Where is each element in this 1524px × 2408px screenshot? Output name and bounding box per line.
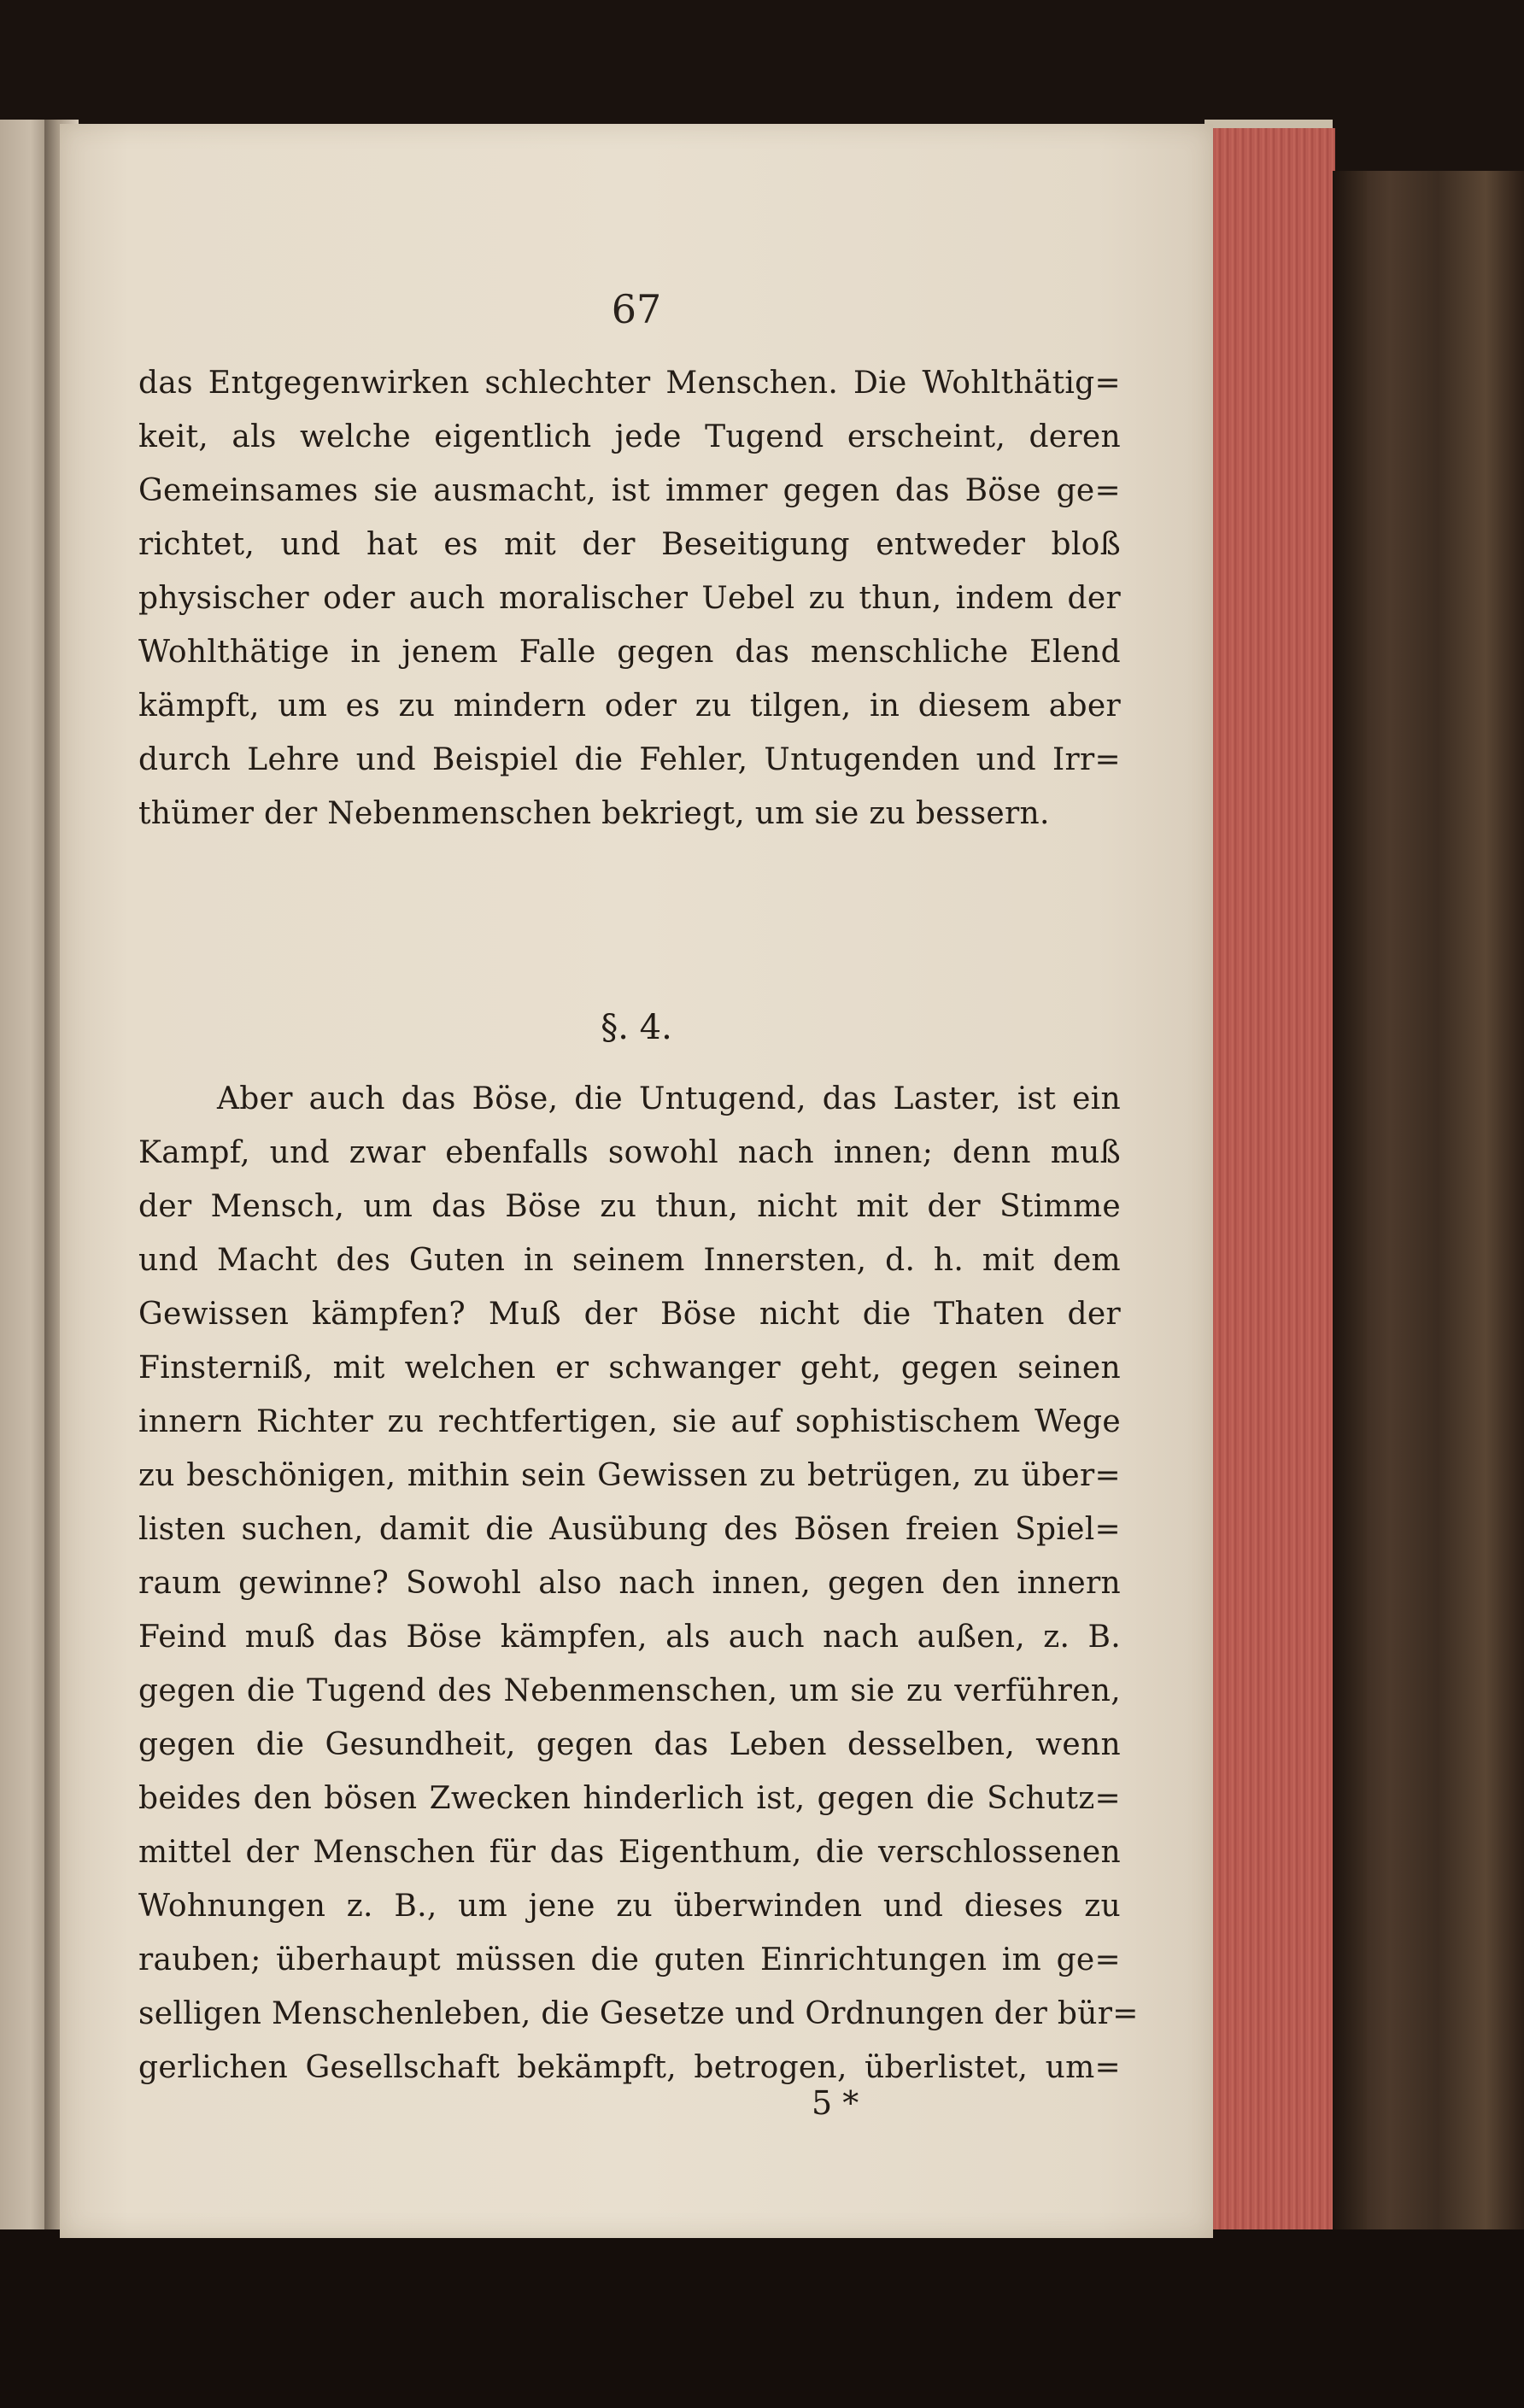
text-line: innern Richter zu rechtfertigen, sie auf sophistischem Wege: [138, 1404, 1121, 1439]
text-line: richtet, und hat es mit der Beseitigung entweder bloß: [138, 527, 1121, 562]
left-page-edge: [0, 120, 51, 2238]
text-line: rauben; überhaupt müssen die guten Einrichtungen im ge=: [138, 1942, 1121, 1977]
text-line: Kampf, und zwar ebenfalls sowohl nach innen; denn muß: [138, 1135, 1121, 1170]
text-line: und Macht des Guten in seinem Innersten, d. h. mit dem: [138, 1243, 1121, 1278]
paragraph-2: [138, 1072, 1139, 2095]
text-line: listen suchen, damit die Ausübung des Bösen freien Spiel=: [138, 1512, 1121, 1547]
paragraph-1: [138, 356, 1121, 841]
text-line: das Entgegenwirken schlechter Menschen. Die Wohlthätig=: [138, 366, 1121, 401]
text-line: Feind muß das Böse kämpfen, als auch nach außen, z. B.: [138, 1620, 1121, 1655]
text-line: selligen Menschenleben, die Gesetze und Ordnungen der bür=: [138, 1996, 1139, 2031]
text-line: Wohlthätige in jenem Falle gegen das menschliche Elend: [138, 635, 1121, 670]
text-line: thümer der Nebenmenschen bekriegt, um sie zu bessern.: [138, 796, 1050, 831]
text-line: durch Lehre und Beispiel die Fehler, Untugenden und Irr=: [138, 742, 1121, 777]
page-number: 67: [611, 286, 662, 332]
text-line: physischer oder auch moralischer Uebel zu thun, indem der: [138, 581, 1121, 616]
book-page: [60, 124, 1213, 2238]
text-line: der Mensch, um das Böse zu thun, nicht mit der Stimme: [138, 1189, 1121, 1224]
text-line: gerlichen Gesellschaft bekämpft, betrogen, überlistet, um=: [138, 2050, 1121, 2085]
background-shadow: [0, 2229, 1524, 2408]
text-line: Gemeinsames sie ausmacht, ist immer gegen das Böse ge=: [138, 473, 1121, 508]
cover-edge: [1333, 171, 1367, 2289]
text-line: Finsterniß, mit welchen er schwanger geht, gegen seinen: [138, 1350, 1121, 1386]
text-line: mittel der Menschen für das Eigenthum, die verschlossenen: [138, 1835, 1121, 1870]
section-heading: §. 4.: [601, 1008, 672, 1047]
text-line: keit, als welche eigentlich jede Tugend erscheint, deren: [138, 419, 1121, 454]
text-line: zu beschönigen, mithin sein Gewissen zu betrügen, zu über=: [138, 1458, 1121, 1493]
text-line: Gewissen kämpfen? Muß der Böse nicht die Thaten der: [138, 1297, 1121, 1332]
text-line: gegen die Gesundheit, gegen das Leben desselben, wenn: [138, 1727, 1121, 1762]
text-line: kämpft, um es zu mindern oder zu tilgen, in diesem aber: [138, 688, 1121, 724]
red-page-edges: [1205, 128, 1335, 2272]
signature-mark: 5 *: [812, 2084, 859, 2122]
text-line: Wohnungen z. B., um jene zu überwinden und dieses zu: [138, 1889, 1121, 1924]
text-line: raum gewinne? Sowohl also nach innen, gegen den innern: [138, 1566, 1121, 1601]
text-line: beides den bösen Zwecken hinderlich ist, gegen die Schutz=: [138, 1781, 1121, 1816]
text-line: Aber auch das Böse, die Untugend, das Laster, ist ein: [217, 1081, 1121, 1116]
text-line: gegen die Tugend des Nebenmenschen, um sie zu verführen,: [138, 1673, 1121, 1708]
